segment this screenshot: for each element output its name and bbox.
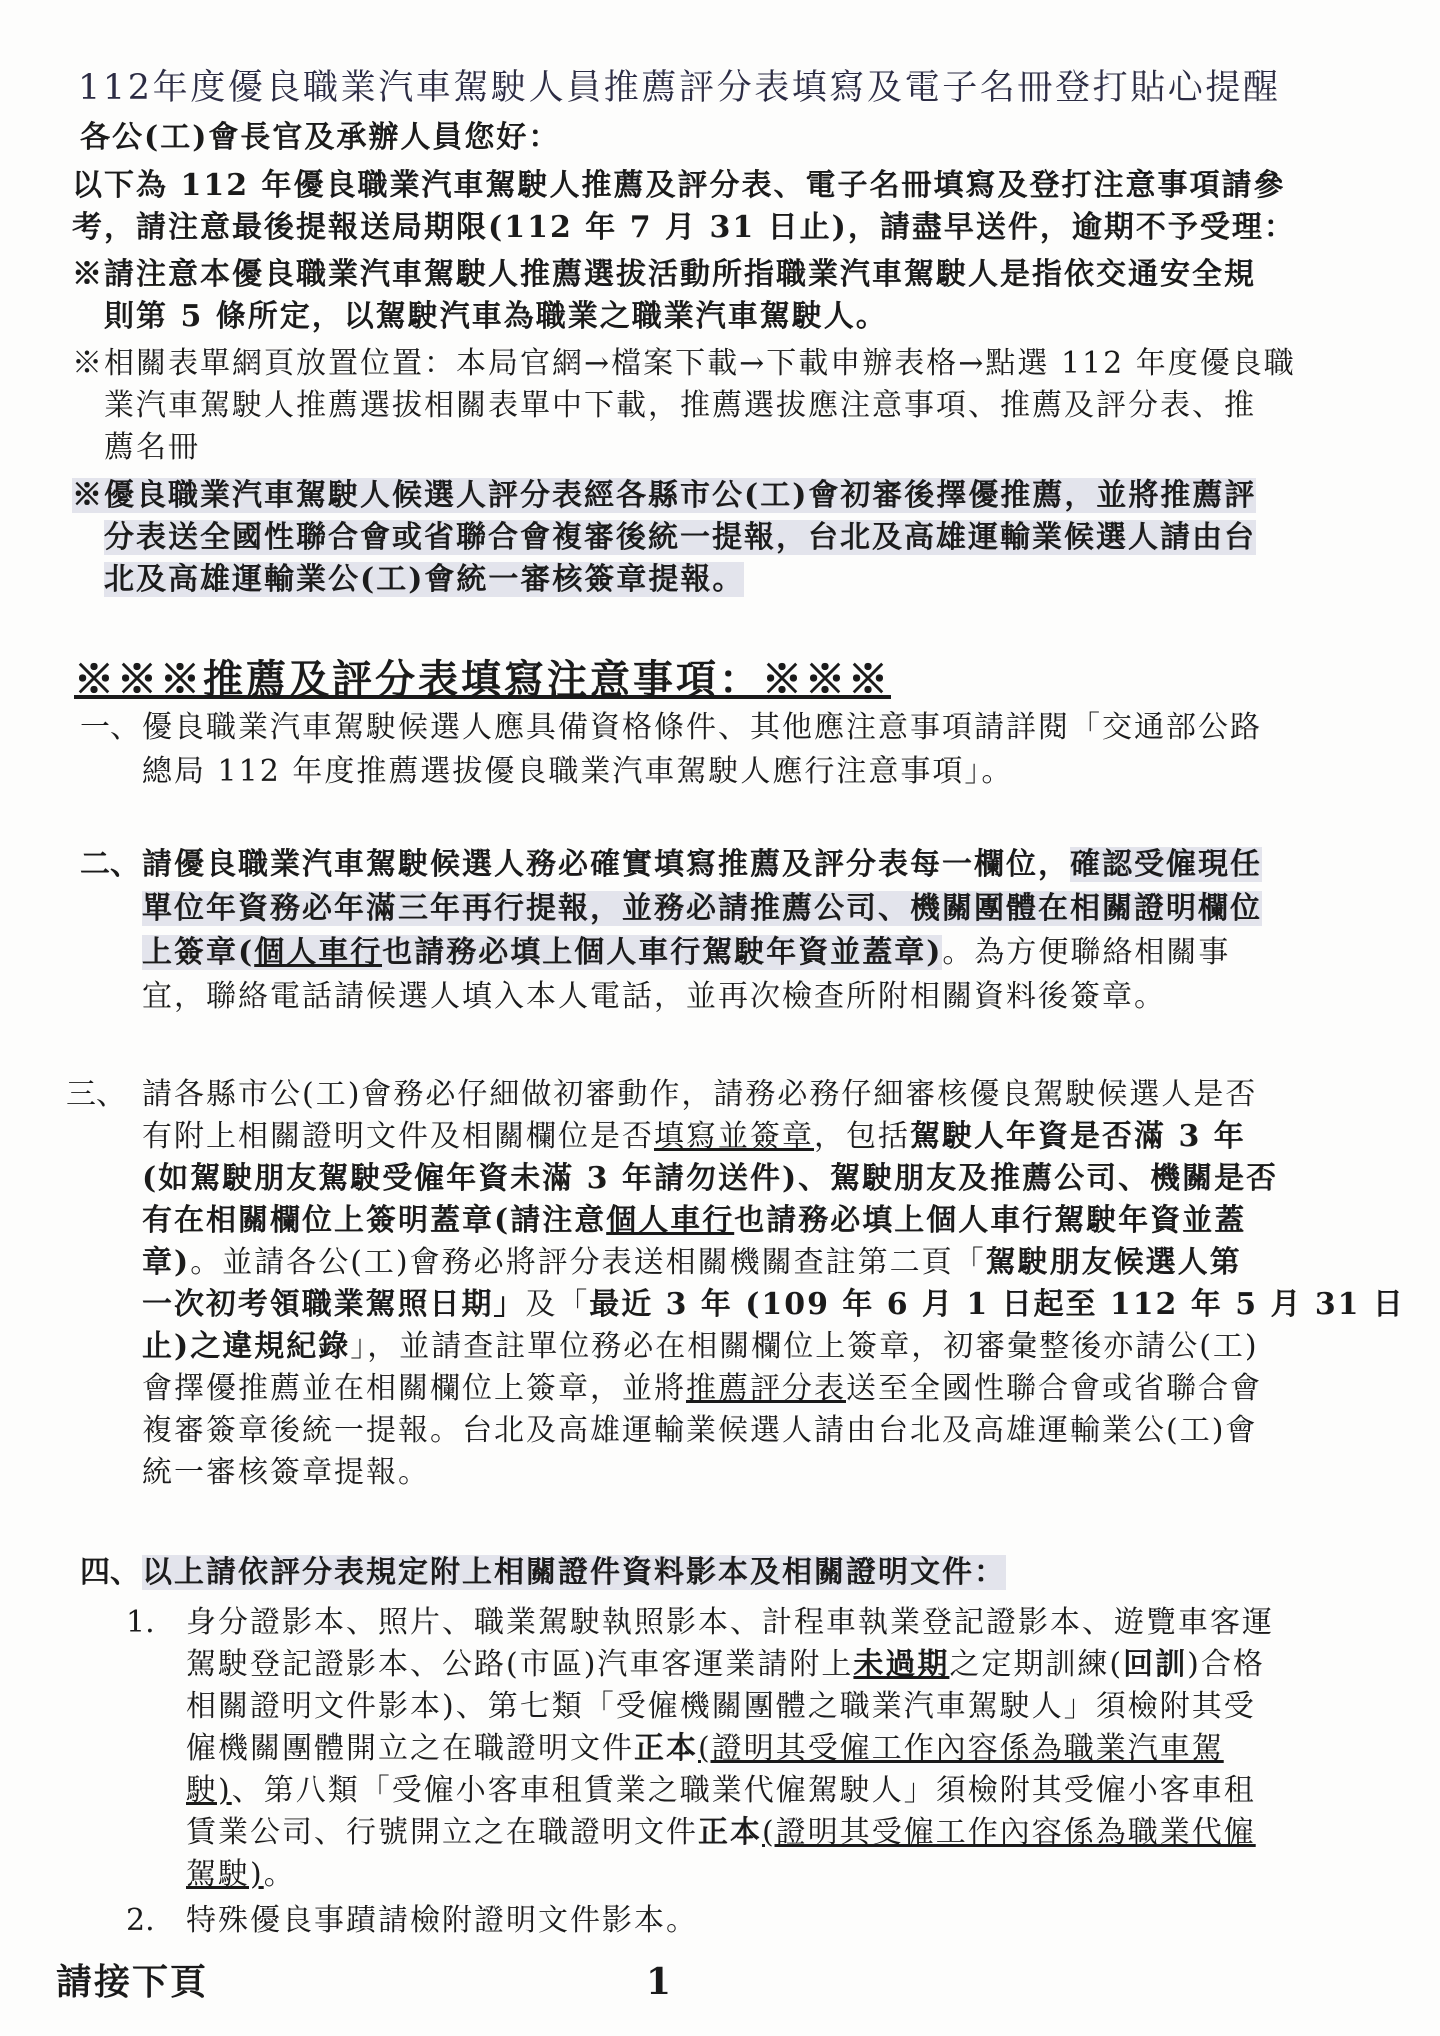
item-line: 請各縣市公(工)會務必仔細做初審動作，請務必務仔細審核優良駕駛候選人是否 [142,1077,1258,1112]
highlight: 確認受僱現任 [1070,847,1262,882]
bold-text: 一次初考領職業駕照日期」 [142,1287,526,1322]
text-run: 請優良職業汽車駕駛候選人務必確實填寫推薦及評分表每一欄位， [142,847,1070,882]
bold-text: 最近 3 年 (109 年 6 月 1 日起至 112 年 5 月 31 日 [589,1287,1405,1322]
sub-item-line [186,1813,1256,1853]
item-line [142,1327,1259,1367]
page-number: 1 [646,1961,674,2003]
item-line [142,1369,1262,1409]
note-line: ※相關表單網頁放置位置：本局官網→檔案下載→下載申辦表格→點選 112 年度優良職 [72,346,1296,381]
item-line: (如駕駛朋友駕駛受僱年資未滿 3 年請勿送件)、駕駛朋友及推薦公司、機關是否 [142,1161,1279,1196]
item-number: 一、 [80,710,140,745]
underlined-text: 駕駛) [186,1857,264,1892]
highlight: 分表送全國性聯合會或省聯合會複審後統一提報，台北及高雄運輸業候選人請由台 [104,520,1256,555]
text-run: 有在相關欄位上簽明蓋章(請注意 [142,1203,607,1238]
text-run: 會擇優推薦並在相關欄位上簽章，並將 [142,1371,686,1406]
item-line: 總局 112 年度推薦選拔優良職業汽車駕駛人應行注意事項」。 [142,754,1014,789]
highlight-underlined: 個人車行 [254,935,383,970]
note-line: 業汽車駕駛人推薦選拔相關表單中下載，推薦選拔應注意事項、推薦及評分表、推 [104,388,1256,423]
underlined-text: 駛) [186,1773,232,1808]
bold-text: 駕駛人年資是否滿 3 年 [910,1119,1246,1154]
bold-text: 章) [142,1245,191,1280]
item-line [142,889,1262,929]
item-line: 優良職業汽車駕駛候選人應具備資格條件、其他應注意事項請詳閱「交通部公路 [142,710,1262,745]
text-run: 賃業公司、行號開立之在職證明文件 [186,1815,698,1850]
highlight: 以上請依評分表規定附上相關證件資料影本及相關證明文件： [142,1555,1006,1590]
item-line [142,845,1262,885]
text-run: 送至全國性聯合會或省聯合會 [846,1371,1262,1406]
text-run: 及「 [525,1287,590,1322]
sub-item-line [186,1729,1224,1769]
highlight: ※優良職業汽車駕駛人候選人評分表經各縣市公(工)會初審後擇優推薦，並將推薦評 [72,478,1257,513]
note-line [104,560,744,600]
underlined-text: (證明其受僱工作內容係為職業汽車駕 [698,1731,1224,1766]
text-run: 也請務必填上個人車行駕駛年資並蓋 [734,1203,1247,1238]
bold-text: 正本 [698,1815,762,1850]
bold-text: 駕駛朋友候選人第 [985,1245,1242,1280]
bold-underlined-text: 未過期 [853,1647,950,1682]
sub-item-line [186,1771,1256,1811]
document-title: 112年度優良職業汽車駕駛人員推薦評分表填寫及電子名冊登打貼心提醒 [78,68,1281,108]
highlight: 單位年資務必年滿三年再行提報，並務必請推薦公司、機關團體在相關證明欄位 [142,891,1262,926]
text-run: 。 [263,1857,296,1892]
highlight: 上簽章( [142,935,255,970]
text-run: )合格 [1187,1647,1265,1682]
underlined-text: 推薦評分表 [686,1371,846,1406]
underlined-text: 填寫並簽章 [654,1119,814,1154]
highlight: 也請務必填上個人車行駕駛年資並蓋章) [382,935,943,970]
text-run: 。並請各公(工)會務必將評分表送相關機關查註第二頁「 [190,1245,986,1280]
item-number: 四、 [80,1555,140,1590]
note-line: ※請注意本優良職業汽車駕駛人推薦選拔活動所指職業汽車駕駛人是指依交通安全規 [72,257,1256,292]
item-number: 二、 [80,847,140,882]
intro-line: 考，請注意最後提報送局期限(112 年 7 月 31 日止)，請盡早送件，逾期不予受理： [72,210,1296,245]
item-line [142,933,1230,973]
note-line [72,476,1256,516]
text-run: 有附上相關證明文件及相關欄位是否 [142,1119,654,1154]
note-line [104,518,1256,558]
bold-text: 止)之違規紀錄 [142,1329,351,1364]
text-run: 僱機關團體開立之在職證明文件 [186,1731,634,1766]
sub-item-number: 2. [126,1903,155,1938]
next-page-note: 請接下頁 [56,1961,209,2003]
text-run: 。為方便聯絡相關事 [942,935,1231,970]
item-line [142,1201,1246,1241]
underlined-text: (證明其受僱工作內容係為職業代僱 [762,1815,1256,1850]
sub-item-line [186,1855,296,1895]
item-line [142,1285,1405,1325]
sub-item-line: 相關證明文件影本)、第七類「受僱機關團體之職業汽車駕駛人」須檢附其受 [186,1689,1256,1724]
text-run: ，包括 [814,1119,910,1154]
item-line [142,1117,1246,1157]
sub-item-line: 身分證影本、照片、職業駕駛執照影本、計程車執業登記證影本、遊覽車客運 [186,1605,1274,1640]
section-heading: ※※※推薦及評分表填寫注意事項：※※※ [74,656,891,703]
item-number: 三、 [66,1077,126,1112]
text-run: 、第八類「受僱小客車租賃業之職業代僱駕駛人」須檢附其受僱小客車租 [231,1773,1256,1808]
note-line: 則第 5 條所定，以駕駛汽車為職業之職業汽車駕駛人。 [104,299,888,334]
item-line: 宜，聯絡電話請候選人填入本人電話，並再次檢查所附相關資料後簽章。 [142,979,1166,1014]
intro-line: 以下為 112 年優良職業汽車駕駛人推薦及評分表、電子名冊填寫及登打注意事項請參 [72,168,1286,203]
bold-text: 正本 [634,1731,698,1766]
item-heading [142,1553,1006,1593]
text-run: 之定期訓練( [949,1647,1124,1682]
item-line: 複審簽章後統一提報。台北及高雄運輸業候選人請由台北及高雄運輸業公(工)會 [142,1413,1258,1448]
sub-item-line [186,1645,1265,1685]
note-line: 薦名冊 [104,430,200,465]
item-line: 統一審核簽章提報。 [142,1455,430,1490]
item-line [142,1243,1242,1283]
highlight: 北及高雄運輸業公(工)會統一審核簽章提報。 [104,562,745,597]
sub-item-line: 特殊優良事蹟請檢附證明文件影本。 [186,1903,698,1938]
bold-text: 回訓 [1123,1647,1188,1682]
sub-item-number: 1. [126,1605,155,1640]
text-run: 駕駛登記證影本、公路(市區)汽車客運業請附上 [186,1647,854,1682]
greeting: 各公(工)會長官及承辦人員您好： [80,120,561,155]
underlined-text: 個人車行 [606,1203,735,1238]
text-run: 」，並請查註單位務必在相關欄位上簽章，初審彙整後亦請公(工) [350,1329,1259,1364]
